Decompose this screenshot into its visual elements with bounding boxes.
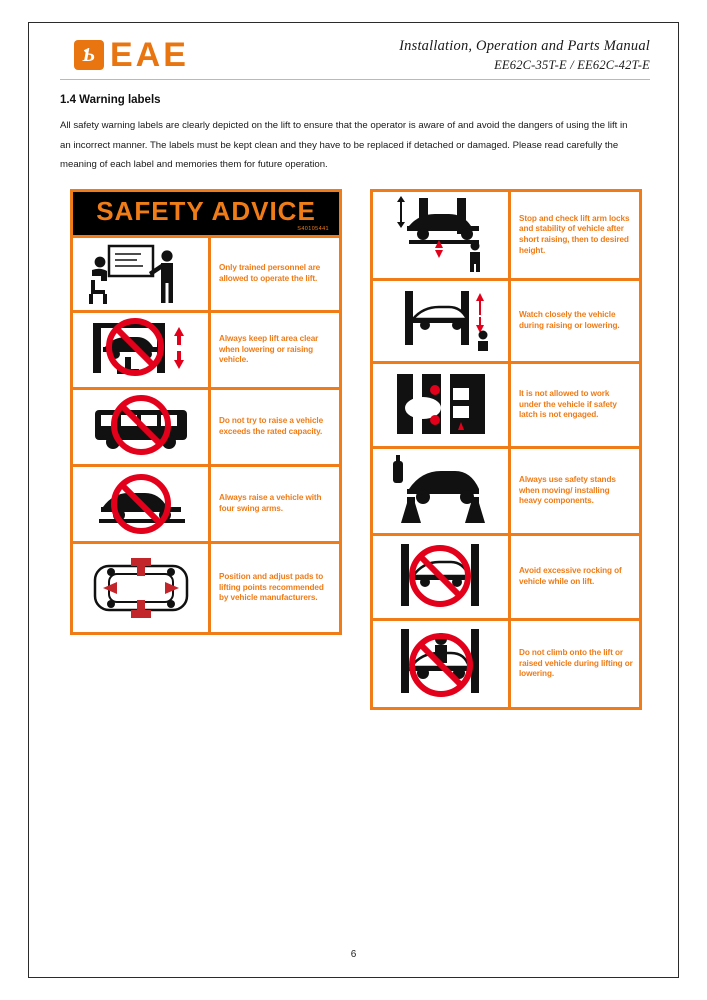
no-three-arm-lift-icon [73, 467, 211, 541]
no-rocking-vehicle-icon [373, 536, 511, 618]
warning-text: Do not climb onto the lift or raised vehicle during lifting or lowering. [519, 647, 633, 679]
no-climb-on-lift-icon [373, 621, 511, 707]
warning-text: Stop and check lift arm locks and stability of vehicle after short raising, then to desired height. [519, 213, 630, 255]
warning-text: Always keep lift area clear when lowering or raising vehicle. [219, 333, 319, 365]
warning-row [373, 618, 639, 707]
instructor-training-icon [73, 238, 211, 310]
warning-text: Watch closely the vehicle during raising or lowering. [519, 310, 620, 330]
safety-advice-banner [73, 192, 339, 235]
page-content [60, 38, 650, 749]
warning-text-cell [511, 192, 639, 278]
lifting-points-pads-icon [73, 544, 211, 632]
safety-advice-panel-right [370, 189, 642, 710]
warning-row [73, 310, 339, 387]
no-person-under-lift-icon [73, 313, 211, 387]
warning-text: Always raise a vehicle with four swing arms. [219, 493, 322, 513]
warning-text-cell [511, 449, 639, 533]
warning-text-cell [211, 390, 339, 464]
check-arm-locks-icon [373, 192, 511, 278]
header-divider [60, 79, 650, 80]
safety-advice-panel-left [70, 189, 342, 635]
warning-row [373, 361, 639, 446]
eae-logo-icon: Ƅ [74, 40, 104, 70]
warning-text: Avoid excessive rocking of vehicle while on lift. [519, 566, 622, 586]
safety-stands-icon [373, 449, 511, 533]
warning-text-cell [211, 544, 339, 632]
banner-part-code: S40105441 [297, 225, 329, 232]
warning-row [73, 464, 339, 541]
page-number: 6 [350, 949, 357, 960]
warning-row [373, 192, 639, 278]
warning-text: Do not try to raise a vehicle exceeds the rated capacity. [219, 416, 324, 436]
no-overweight-bus-icon [73, 390, 211, 464]
warning-row [73, 387, 339, 464]
warning-text-cell [511, 621, 639, 707]
warning-row [73, 235, 339, 310]
warning-text-cell [511, 281, 639, 361]
warning-text: It is not allowed to work under the vehicle if safety latch is not engaged. [519, 388, 617, 420]
warning-text-cell [211, 238, 339, 310]
section-body-text: All safety warning labels are clearly depicted on the lift to ensure that the operator is aware of and avoid the dangers of using the lift in an incorrect manner. The labels must be kept clean and they have to be replaced if detached or damaged. Please read carefully the meaning of each label and memories them for future operation. [60, 120, 628, 171]
warning-text: Position and adjust pads to lifting points recommended by vehicle manufacturers. [219, 571, 324, 603]
safety-latch-engaged-icon [373, 364, 511, 446]
warning-text: Only trained personnel are allowed to operate the lift. [219, 263, 321, 283]
warning-row [373, 446, 639, 533]
warning-row [373, 533, 639, 618]
manual-title: Installation, Operation and Parts Manual [399, 38, 650, 54]
document-header [60, 38, 650, 79]
warning-label-graphic [60, 189, 650, 749]
watch-vehicle-icon [373, 281, 511, 361]
warning-row [373, 278, 639, 361]
manual-title-block [399, 38, 650, 73]
section-heading: 1.4 Warning labels [60, 94, 161, 106]
warning-text-cell [211, 467, 339, 541]
banner-title: SAFETY ADVICE [96, 195, 316, 226]
warning-text: Always use safety stands when moving/ installing heavy components. [519, 474, 616, 506]
brand-logo [60, 38, 189, 72]
warning-text-cell [511, 364, 639, 446]
brand-name: EAE [110, 36, 189, 74]
warning-text-cell [211, 313, 339, 387]
manual-models: EE62C-35T-E / EE62C-42T-E [494, 58, 650, 72]
warning-row [73, 541, 339, 632]
warning-text-cell [511, 536, 639, 618]
